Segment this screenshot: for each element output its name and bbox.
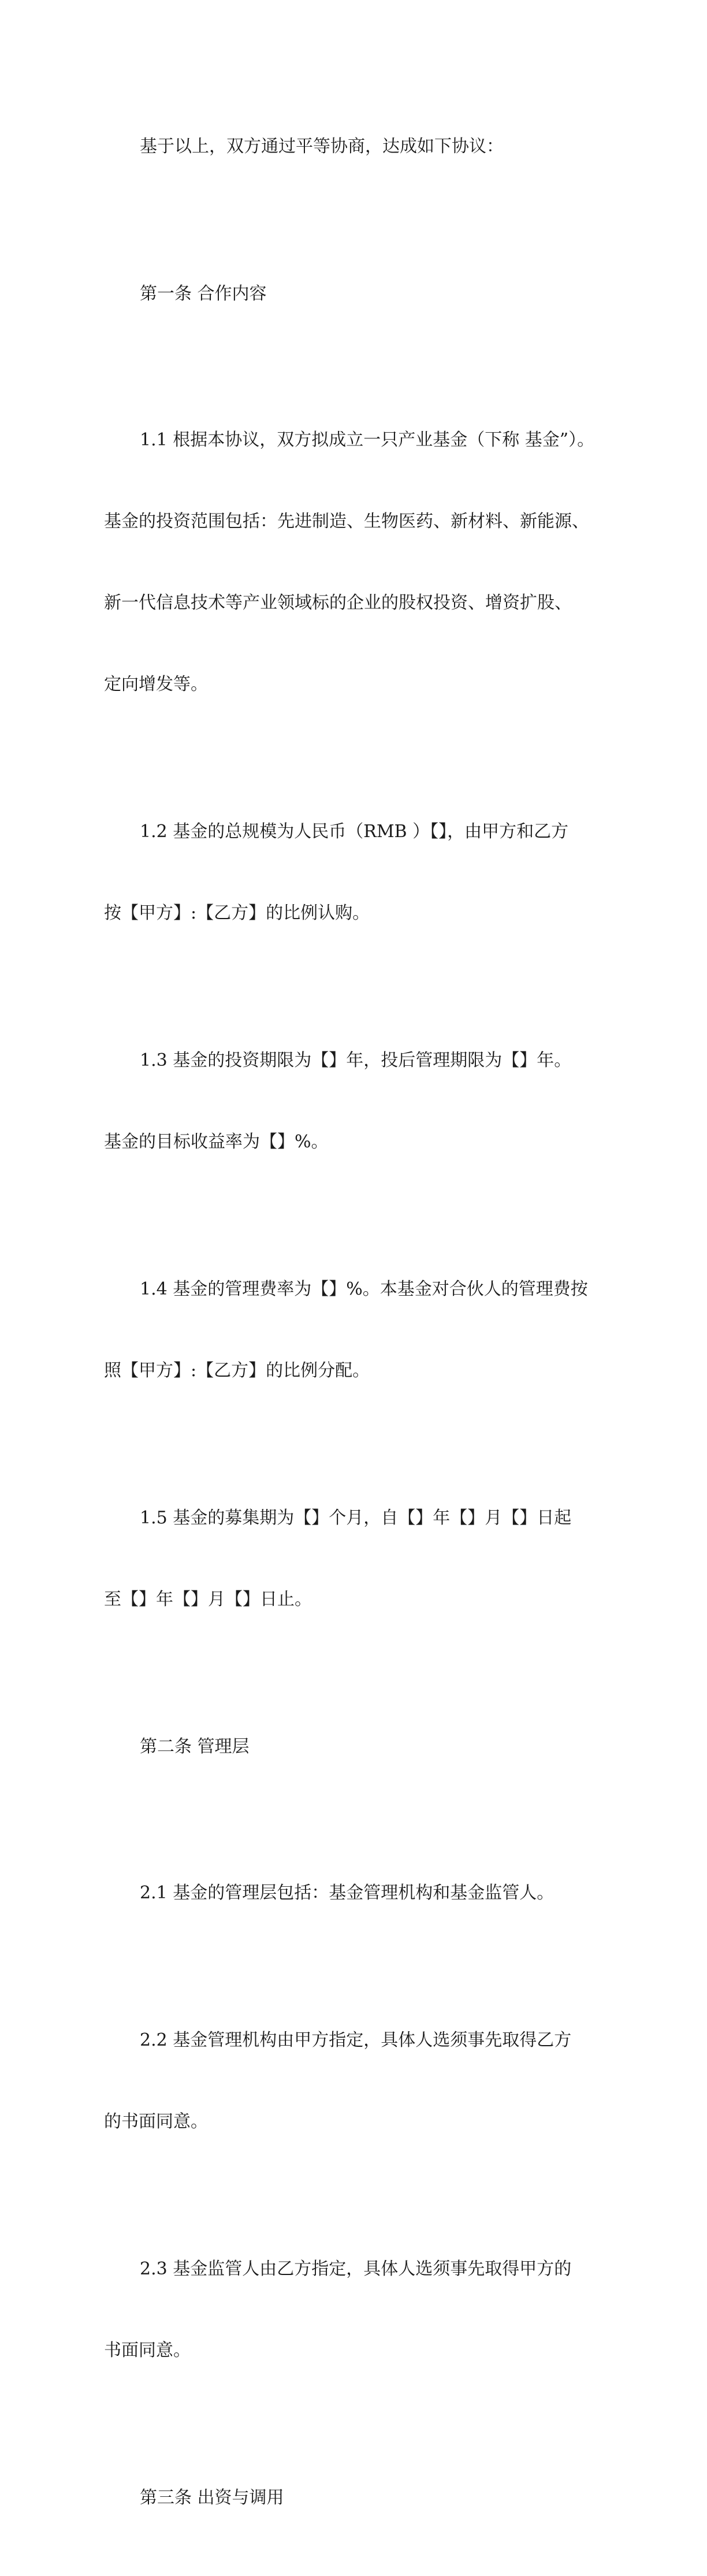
paragraph-line: 2.2 基金管理机构由甲方指定，具体人选须事先取得乙方 <box>140 2030 572 2050</box>
paragraph-line: 新一代信息技术等产业领域标的企业的股权投资、增资扩股、 <box>104 593 572 613</box>
heading-text: 第二条 管理层 <box>140 1737 250 1757</box>
clause-1-4-paragraph <box>104 1221 606 1438</box>
paragraph-line: 书面同意。 <box>104 2340 191 2361</box>
paragraph-line: 1.5 基金的募集期为【】个月，自【】年【】月【】日起 <box>140 1508 572 1528</box>
paragraph-line: 1.1 根据本协议，双方拟成立一只产业基金（下称 基金”）。 <box>140 430 595 450</box>
clause-2-3-paragraph <box>104 2201 606 2418</box>
paragraph-line: 照【甲方】:【乙方】的比例分配。 <box>104 1361 370 1381</box>
clause-1-1-paragraph <box>104 372 606 752</box>
article-1-heading <box>104 226 606 362</box>
paragraph-line: 1.2 基金的总规模为人民币（RMB ）【】，由甲方和乙方 <box>140 822 569 842</box>
paragraph-line: 2.1 基金的管理层包括：基金管理机构和基金监管人。 <box>140 1883 555 1903</box>
paragraph-line: 至【】年【】月【】日止。 <box>104 1589 312 1609</box>
clause-1-2-paragraph <box>104 764 606 981</box>
paragraph-line: 按【甲方】:【乙方】的比例认购。 <box>104 903 370 923</box>
heading-text: 第一条 合作内容 <box>140 284 267 304</box>
paragraph-line: 基金的投资范围包括：先进制造、生物医药、新材料、新能源、 <box>104 511 589 531</box>
article-3-heading <box>104 2430 606 2566</box>
paragraph-line: 定向增发等。 <box>104 674 208 694</box>
clause-1-3-paragraph <box>104 993 606 1210</box>
heading-text: 第三条 出资与调用 <box>140 2488 284 2508</box>
document-page <box>104 79 606 2576</box>
clause-2-2-paragraph <box>104 1972 606 2190</box>
article-2-heading <box>104 1679 606 1815</box>
intro-paragraph <box>104 79 606 214</box>
clause-2-1-paragraph <box>104 1825 606 1961</box>
paragraph-line: 基金的目标收益率为【】%。 <box>104 1132 329 1152</box>
clause-1-5-paragraph <box>104 1450 606 1667</box>
paragraph-line: 的书面同意。 <box>104 2112 208 2132</box>
paragraph-line: 1.4 基金的管理费率为【】%。本基金对合伙人的管理费按 <box>140 1279 588 1299</box>
paragraph-line: 基于以上，双方通过平等协商，达成如下协议： <box>140 136 504 157</box>
paragraph-line: 1.3 基金的投资期限为【】年，投后管理期限为【】年。 <box>140 1050 572 1070</box>
paragraph-line: 2.3 基金监管人由乙方指定，具体人选须事先取得甲方的 <box>140 2259 572 2279</box>
